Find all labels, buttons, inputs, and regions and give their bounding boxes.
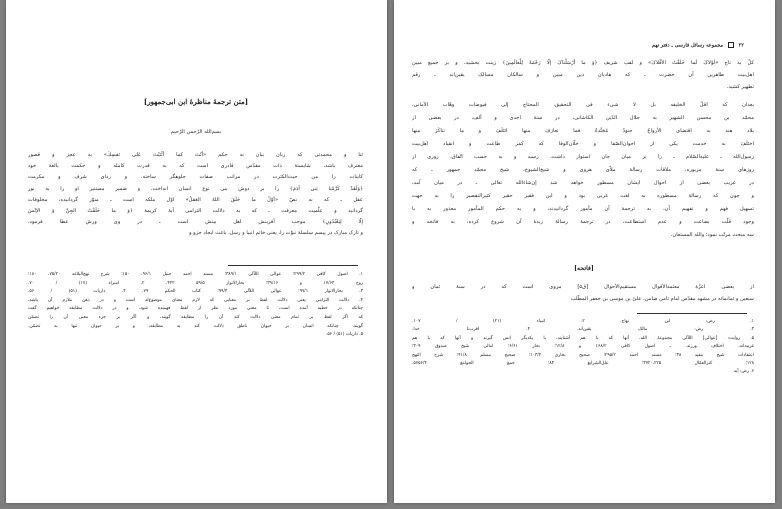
basmala: بسم‌الله الرّحمن الرّحیم xyxy=(170,129,222,135)
left-page xyxy=(6,0,387,503)
footnote-line: ۳. بحارالانوار ۹۷/۱؛ عوالی اللآلی ۹۹/۴؛ کتاب الحکم ۷۹. ۴. ذاریات (۵۱) / ۵۶. xyxy=(28,289,363,295)
text-line: تطهیر کشید. xyxy=(726,84,754,90)
text-line: بعدان که اقلّ الخلیقه بل لا شیء فی التحقیق، المحتاج إلی فیوضات وهّاب الأمانی، xyxy=(412,102,754,108)
text-line: رسول‌الله ـ علیه‌السّلام ـ را بر میان جان استوار داشت، رسید و به حسب اتّفاق، روزی از xyxy=(412,154,754,160)
footnote-line: ۳. رض: مالک یقین‌اند. ۴. اقرب‌نا خدا. xyxy=(412,327,754,333)
footnote-line: چنانکه در خطبه آمده است، تا معنی مورد نظر از لفظ فهمیده شود، و در دلالت مطابقه خواهیم گفت xyxy=(28,306,363,312)
text-line: کاینات را من حیث‌الکثرت در مراتب صفات جلوهگر ساخته، و ردای شرف و مکرمت xyxy=(28,174,363,181)
right-page xyxy=(394,0,775,503)
footnote-line: ۱. رض: ابن نهاج. ۲. انبیاء (۲۱) / ۱۰۷. xyxy=(412,319,754,324)
text-line: تسهیل فهم و تفهیم آن، به ترجمهٔ آن مأمور گردانیدند، و به حکم المأمور معذور به با xyxy=(412,206,754,212)
footnote-line: گویند، چنانکه انسان بر حیوان ناطق دلالت کند به مطابقه، و بر حیوان تنها به تضمّن. xyxy=(28,323,363,329)
text-line: عقل ـ که به نصّ «أوّلُ ما خَلَقَ اللهُ العَقلُ» اوّل ملکه است ـ منوّر گردانیده، مخلوقات xyxy=(28,196,363,203)
footnote-divider xyxy=(228,265,358,266)
footnote-divider xyxy=(637,313,747,314)
text-line: در غریب بعضی از احوال ایشان مسطور خواهد شد إن‌شاءالله تعالی ـ در میان آمد، xyxy=(412,180,754,186)
text-line: سبعین و ثمانمائه در مشهد مقدّس امام ثامن ضامن، علیّ بن موسی بن جعفر المطّلب xyxy=(570,296,754,302)
footnote-line: ۱۲۸؛ کنزالعمّال ۲۲۵ـ۳۷۲۰؛ علل‌الشرایع ۸۴؛ جمع الجوامع ۵۷۵۶/۴. xyxy=(412,361,754,366)
footnote-line: ۶. رض: آید. xyxy=(732,369,754,375)
footnote-line: روح ۱۷/۶۴ و ۳۹/۱۶؛ بحارالانوار ۵۹/۵ ۴۴۲. ۲. اسراء (۱۷) / ۷۰. xyxy=(28,280,363,286)
square-icon xyxy=(728,42,734,48)
text-line: روزهای سنهٔ مزبوره، ملاقات رسالهٔ ملاّی هروی و شیخ‌الشیوخ، شیخ محمّد جمهور ـ که xyxy=(412,167,754,173)
text-line: ثنا و محمدتی که زبان بیان به حکم «أنْتَ كما أثْنَيْتَ عَلى نَفسِكَ» به عجز و قصور xyxy=(28,152,363,158)
footnote-line: اعتقادات شیخ مفید ۳۸؛ مسند احمد ۲۹۵/۲؛ صحیح بخاری ۱۰۳/۴؛ صحیح مسلم ۴۱/۸؛ شرح النهج xyxy=(412,352,754,358)
text-line: کلّ به تاج «لَوْلاکَ لَما خَلَقْتُ الأفْلاکَ» و لقب شریف ﴿وَ ما أرْسَلْناکَ إلّا رَحْمَةً لِلْعالَمِینَ﴾ زینت بخشید، و بر جمیع مبین xyxy=(412,60,754,66)
text-line: سه مبحث مرتّب نمود؛ والله المستعان. xyxy=(670,232,754,238)
text-line: إلّا لِيَعْبُدُونِ﴾ موجب آفرینش اهل بینش است ـ در وی ورش عطا فرمود، xyxy=(28,219,363,226)
text-line: محمّد بن محسن الشهیر به جلال الدّین الکاشانی، در سنهٔ احدی و ألف، در بعضی از xyxy=(412,115,754,121)
text-line: و تارک مبارک در پیسم سلسلهٔ نبوّت را، یعنی خاتم انبیا و رسل، باعث ایجاد جزو و xyxy=(189,230,363,237)
text-line: اختَلَفَ به خدمت یکی از اخوان‌الصّفا و خلّان‌الوفا که کمر طاعت و انقیاد اهل‌بیت xyxy=(412,141,754,147)
text-line: و چون که رسالهٔ مسطوره به لغت عربی بود و این فقیر حقیر کثیرالتقصیر را به جهت xyxy=(412,193,754,199)
footnote-line: ۵. ذاریات (۵۱) / ۵۶. xyxy=(325,332,363,338)
text-line: ﴿وَلَقَدْ كَرَّمْنا بَني آدَمَ﴾ را بر دوش بنی نوع انسان انداخت، و ضمیر مستنیر او را به نور xyxy=(28,185,363,192)
book-title: مجموعه رسائل فارسی ـ دفتر نهم xyxy=(652,42,724,49)
text-line: گردانید و علّمیت معرفت ـ که به دلالت التزامی آیهٔ کریمهٔ ﴿وَ ما خَلَقْتُ الجِنَّ وَ الإنْسَ xyxy=(28,208,363,214)
text-line: وجود قلّت بضاعت و عدم استطاعت، در ترجمهٔ رسالهٔ زبدهٔ آن شروع کرده، به فاتحه و xyxy=(412,219,754,225)
running-head xyxy=(534,42,744,49)
text-line: اهل‌بیت طاهرین آن حضرت ـ که هادیان دین مبین و سالکان مسالک یقین‌اند ـ رقم xyxy=(412,72,754,78)
text-line: بلاد هند به اقتضای الأرواحُ جنودٌ مُجَنَّدةٌ فما تعارَفَ منها ائتَلَفَ و ما تناکَرَ منها xyxy=(412,128,754,134)
footnote-line: ۱. اصول کافی ۲۹۹/۲؛ عوالی اللّآلی ۳۸۹/۱؛ مسند احمد حنبل ۹۶/۱، ۱۵۰؛ شرح نهج‌البلاغه ۷۵/۲۰، ۱۸۰؛ xyxy=(28,272,363,277)
page-number: ۲۲ xyxy=(738,42,744,49)
footnote-line: ۵. روایت: [عوالی] اللّآلی مجموعهٔ الله، آنها که با هم آشنایند، با یکدیگر انس گیرند و آنها که با هم xyxy=(412,335,754,341)
footnote-line: ۴. دلالت التزامی یعنی دلالت لفظ بر معنایی که لازم معنای موضوع‌له است و در ذهن ملازم آن باشد، xyxy=(28,297,363,303)
section-heading: [فاتحه] xyxy=(574,265,594,272)
footnote-line: غریبه‌اند، اختلاف ورزند. ـ اصول کافی ۱۶۸/۲ و ۱۲/۸؛ بحار ۶/۶۱؛ امالی شیخ صدوق ۳۰۹؛ xyxy=(412,344,754,350)
text-line: معترف باشد، شایستهٔ ذات مقدّس قادری است که به قدرت کامله و حکمت بالغهٔ خود xyxy=(28,163,363,170)
text-line: از بعضی اعزّهٔ معتمدالأقوال مستقیم‌الأحوال [ق‌۵] مروی است که در سنهٔ ثمان و xyxy=(412,284,754,290)
footnote-line: که اگر لفظ بر تمام معنی دلالت کند آن را مطابقه گویند، و اگر بر جزء معنی آن را تضمّن xyxy=(28,315,363,320)
page-title: [متن ترجمهٔ مناظرهٔ ابن ابی‌جمهور] xyxy=(143,97,249,106)
